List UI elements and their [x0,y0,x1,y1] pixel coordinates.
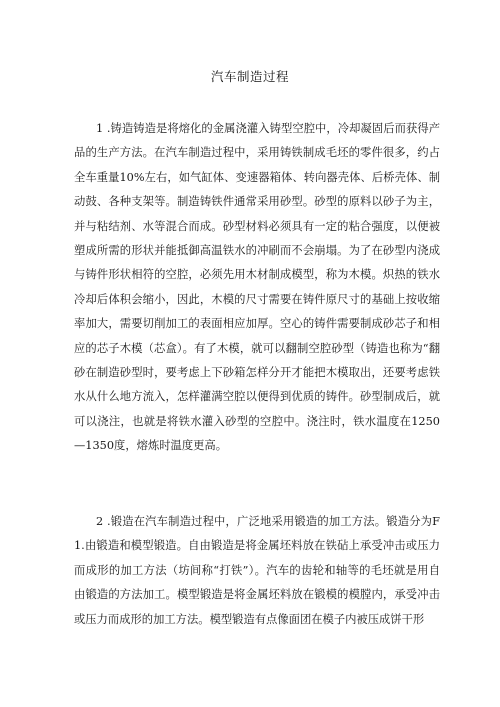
paragraph-casting: 1 .铸造铸造是将熔化的金属浇灌入铸型空腔中，冷却凝固后而获得产品的生产方法。在汽车制造过程中，采用铸铁制成毛坯的零件很多，约占全车重量10%左右，如气缸体、变速器箱体、转向器壳体、后桥壳体、制动鼓、各种支架等。制造铸铁件通常采用砂型。砂型的原料以砂子为主，并与粘结剂、水等混合而成。砂型材料必须具有一定的粘合强度，以便被塑成所需的形状并能抵御高温铁水的冲刷而不会崩塌。为了在砂型内浇成与铸件形状相符的空腔，必须先用木材制成模型，称为木模。炽热的铁水冷却后体积会缩小，因此，木模的尺寸需要在铸件原尺寸的基础上按收缩率加大，需要切削加工的表面相应加厚。空心的铸件需要制成砂芯子和相应的芯子木模（芯盒）。有了木模，就可以翻制空腔砂型（铸造也称为“翻砂在制造砂型时，要考虑上下砂箱怎样分开才能把木模取出，还要考虑铁水从什么地方流入，怎样灌满空腔以便得到优质的铸件。砂型制成后，就可以浇注，也就是将铁水灌入砂型的空腔中。浇注时，铁水温度在1250—1350度，熔炼时温度更高。 [74,122,440,453]
page-title: 汽车制造过程 [210,69,289,84]
paragraph-forging: 2 .锻造在汽车制造过程中，广泛地采用锻造的加工方法。锻造分为F1.由锻造和模型锻造。自由锻造是将金属坯料放在铁砧上承受冲击或压力而成形的加工方法（坊间称“打铁”）。汽车的齿轮和轴等的毛坯就是用自由锻造的方法加工。模型锻造是将金属坯料放在锻模的模膛内，承受冲击或压力而成形的加工方法。模型锻造有点像面团在模子内被压成饼干形 [74,515,440,626]
